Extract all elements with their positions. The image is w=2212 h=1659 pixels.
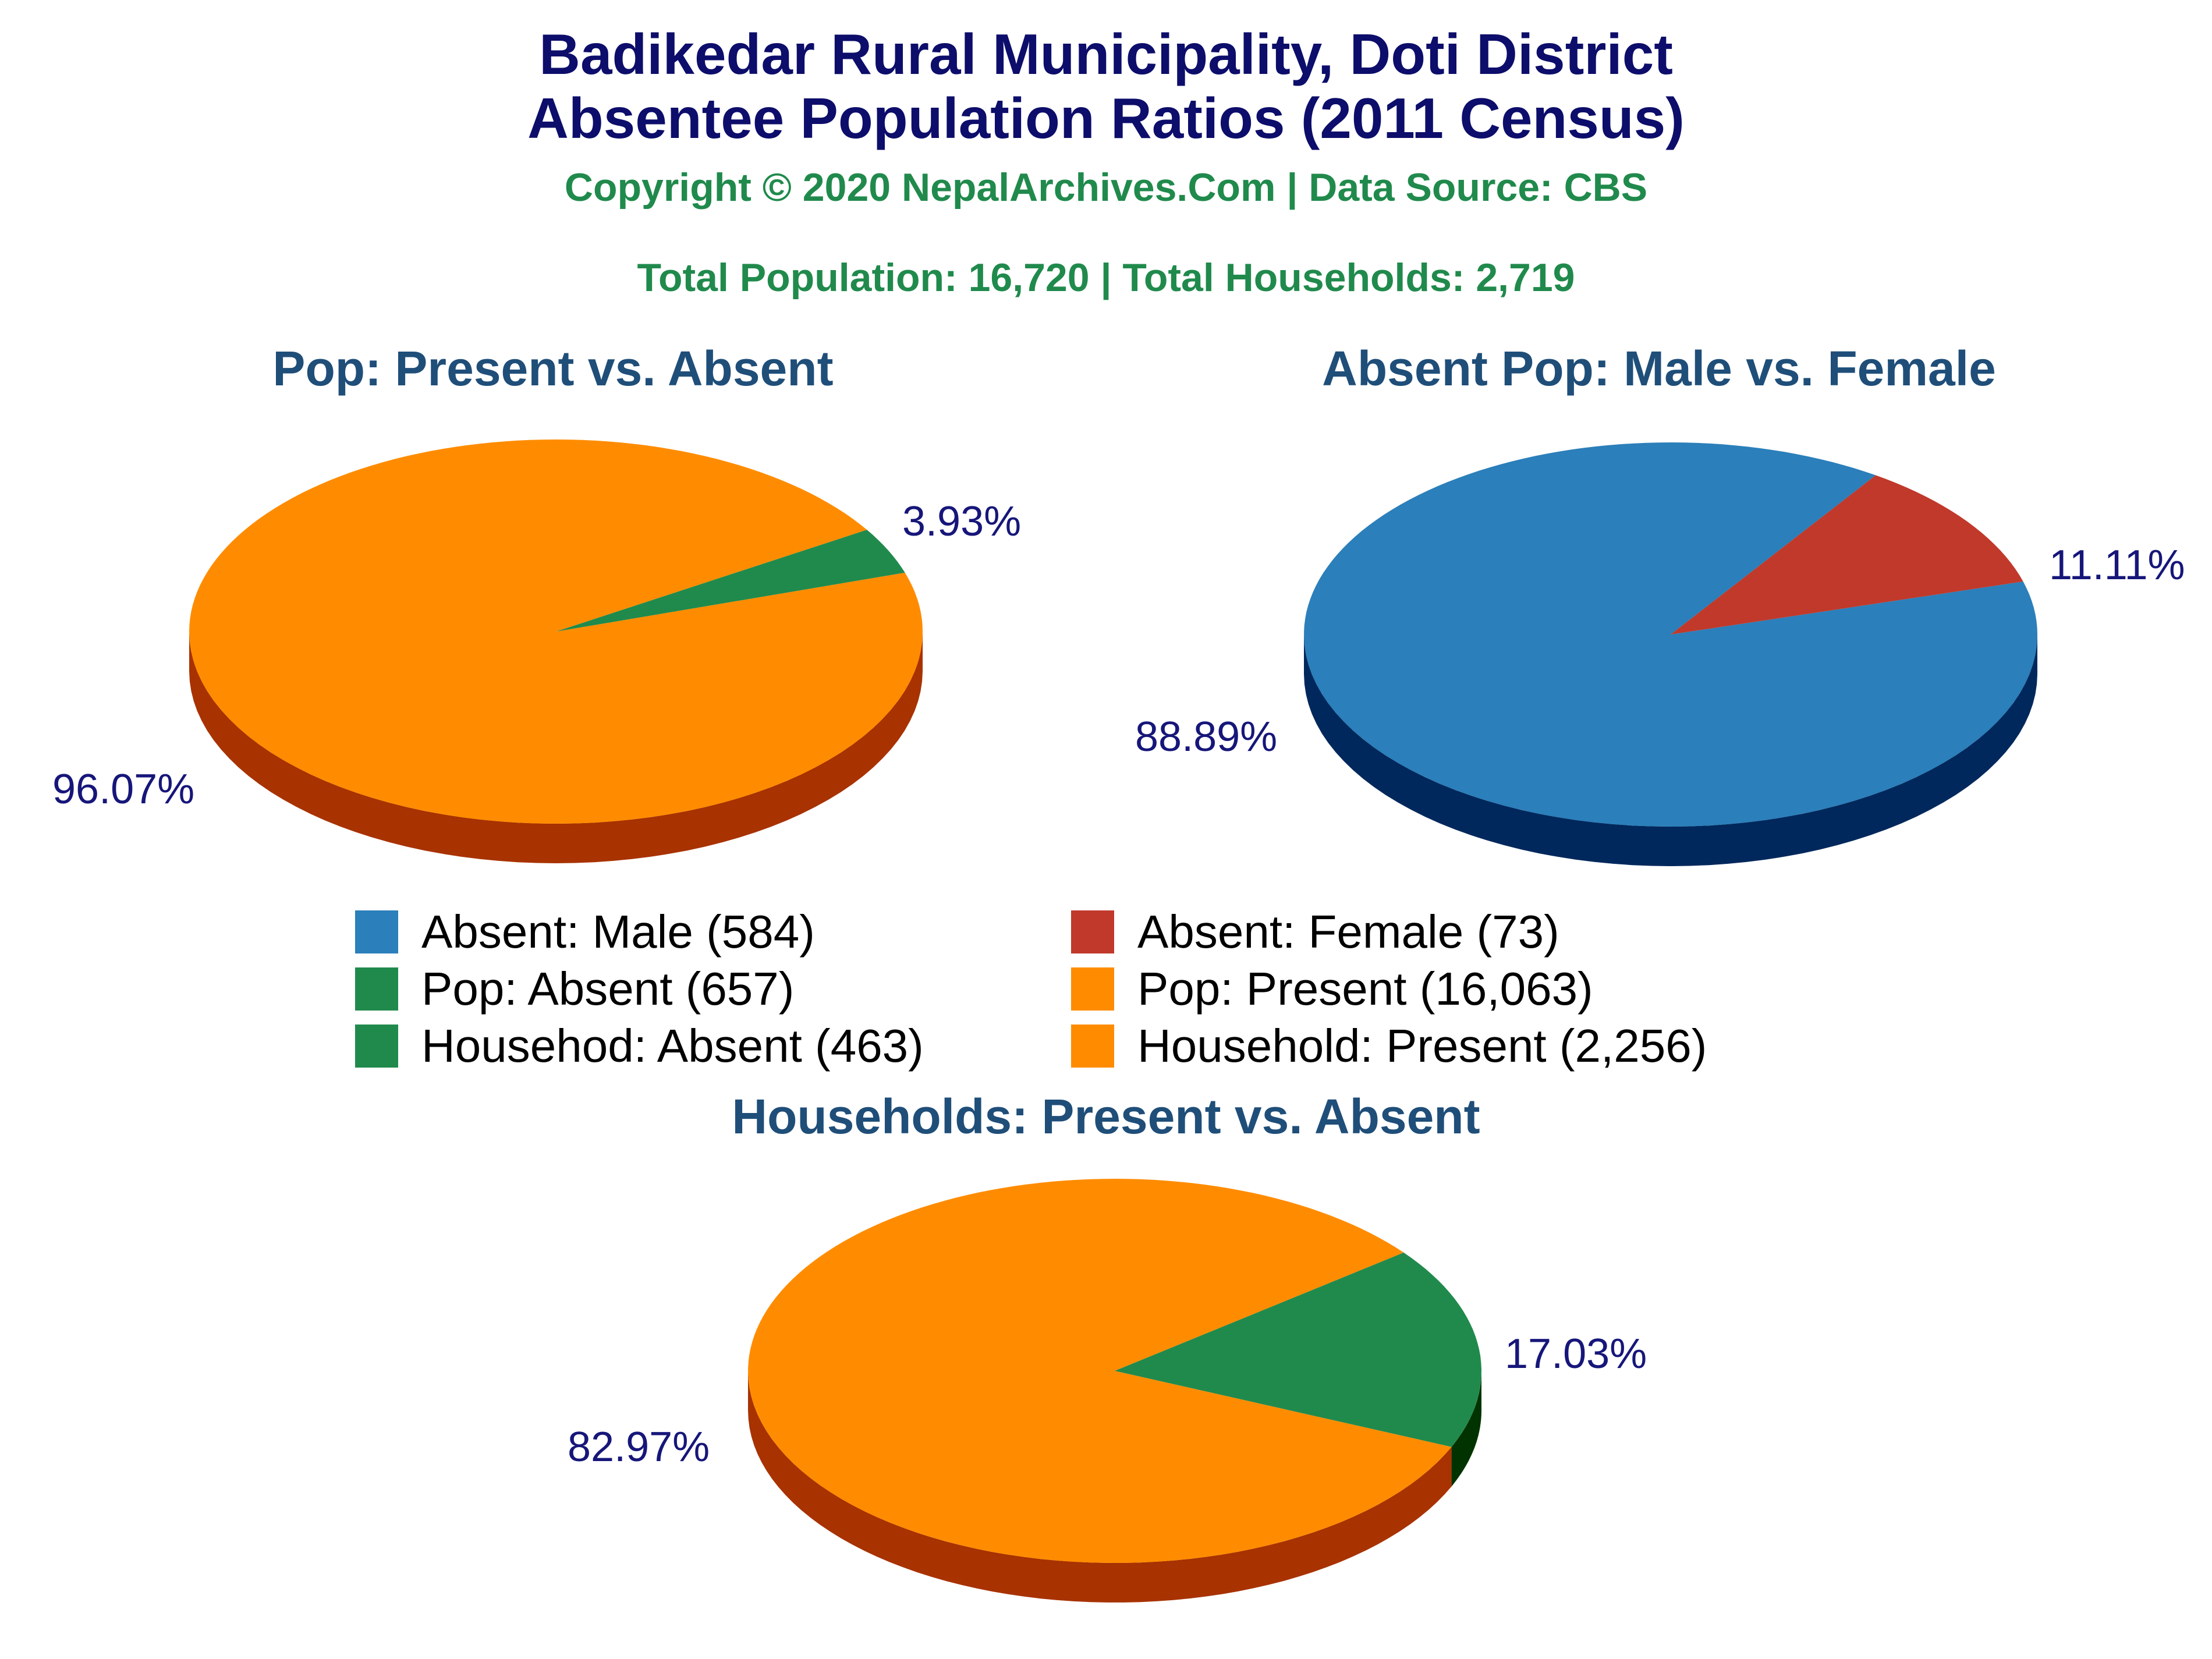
- legend-swatch: [1071, 1025, 1114, 1068]
- slice-label-3-2: 17.03%: [1505, 1331, 1647, 1377]
- legend-item-absent-male: [355, 905, 815, 959]
- legend-label: Household: Present (2,256): [1137, 1020, 1707, 1072]
- legend-item-absent-female: [1071, 905, 1559, 959]
- legend-item-household-absent: [355, 1019, 924, 1073]
- slice-label-3-1: 82.97%: [568, 1424, 710, 1470]
- pie-title-households: Households: Present vs. Absent: [732, 1089, 1480, 1144]
- slice-label-2-2: 11.11%: [2049, 542, 2185, 589]
- totals-text: Total Population: 16,720 | Total Households: 2,719: [637, 256, 1575, 300]
- legend-swatch: [355, 1025, 398, 1068]
- legend-label: Pop: Absent (657): [421, 963, 795, 1015]
- legend-swatch: [1071, 910, 1114, 953]
- legend-item-pop-absent: [355, 962, 794, 1016]
- chart-title-line1: Badikedar Rural Municipality, Doti District: [539, 22, 1673, 86]
- pie-title-absent-gender: Absent Pop: Male vs. Female: [1322, 341, 1996, 396]
- legend-label: Absent: Female (73): [1137, 906, 1559, 958]
- slice-label-2-1: 88.89%: [1135, 714, 1278, 760]
- copyright-text: Copyright © 2020 NepalArchives.Com | Data Source: CBS: [564, 165, 1648, 210]
- chart-title-line2: Absentee Population Ratios (2011 Census): [527, 86, 1685, 150]
- slice-label-1-2: 3.93%: [902, 498, 1022, 545]
- legend-swatch: [355, 910, 398, 953]
- legend-item-pop-present: [1071, 962, 1593, 1016]
- slice-label-1-1: 96.07%: [52, 766, 195, 813]
- legend-label: Househod: Absent (463): [421, 1020, 924, 1072]
- legend-label: Absent: Male (584): [421, 906, 815, 958]
- legend-label: Pop: Present (16,063): [1137, 963, 1593, 1015]
- legend-swatch: [1071, 967, 1114, 1011]
- legend-swatch: [355, 967, 398, 1011]
- legend-item-household-present: [1071, 1019, 1707, 1073]
- pie-title-population: Pop: Present vs. Absent: [272, 341, 834, 396]
